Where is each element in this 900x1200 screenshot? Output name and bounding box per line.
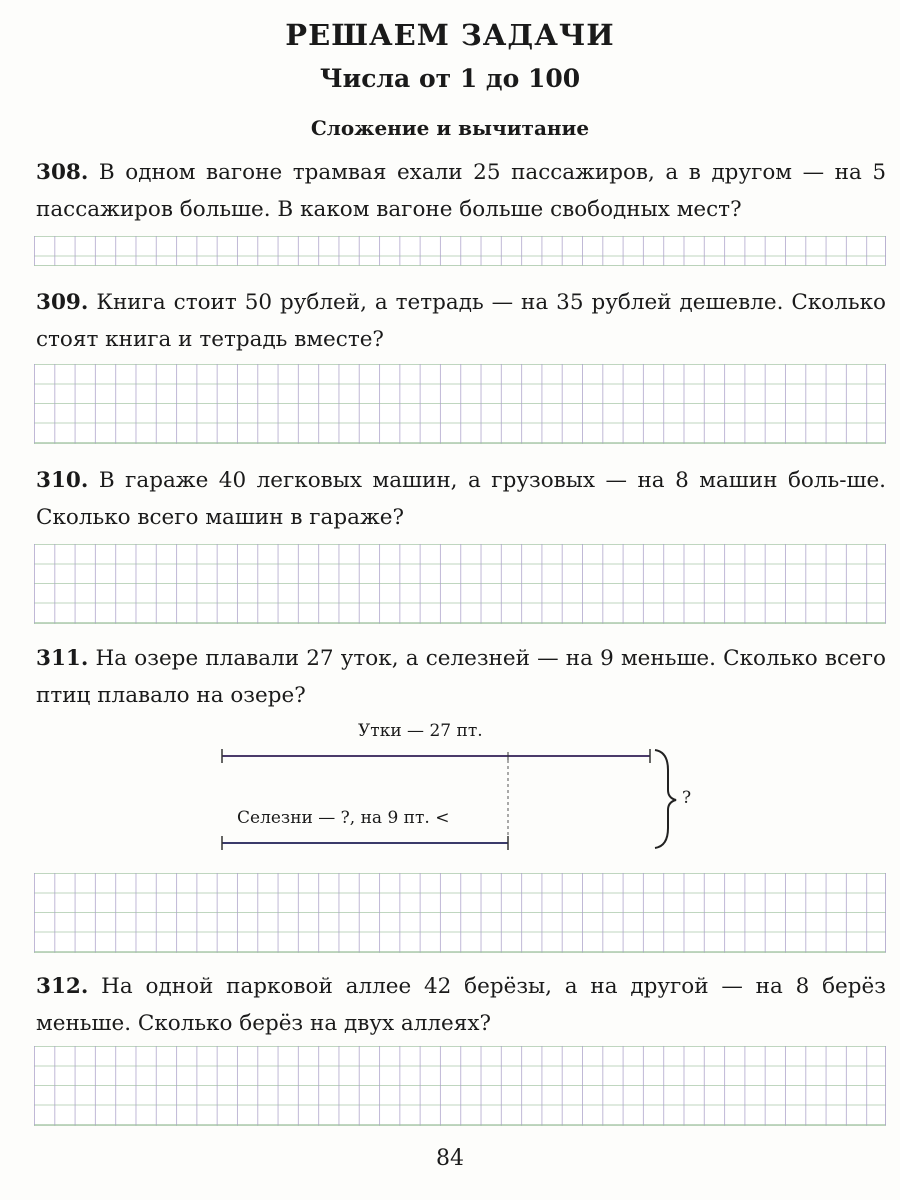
diagram-top-label: Утки — 27 пт. [358,721,483,741]
problem-text: В гараже 40 легковых машин, а грузовых — на 8 машин боль-ше. Сколько всего машин в гараже? [36,468,886,530]
problem-text: На озере плавали 27 уток, а селезней — на 9 меньше. Сколько всего птиц плавало на озере? [36,646,886,708]
problem-number: 312. [36,974,89,999]
diagram-question-mark: ? [682,788,692,808]
answer-grid-312[interactable] [34,1046,886,1126]
problem-number: 311. [36,646,89,671]
problem-312 [36,968,886,1042]
problem-number: 308. [36,160,89,185]
section-heading: Сложение и вычитание [310,116,590,140]
problem-text: На одной парковой аллее 42 берёзы, а на другой — на 8 берёз меньше. Сколько берёз на двух аллеях? [36,974,886,1036]
curly-brace [655,750,676,848]
problem-text: В одном вагоне трамвая ехали 25 пассажиров, а в другом — на 5 пассажиров больше. В каком вагоне больше свободных мест? [36,160,886,222]
answer-grid-311[interactable] [34,873,886,953]
page-subtitle: Числа от 1 до 100 [319,64,581,93]
problem-number: 310. [36,468,89,493]
page-title: РЕШАЕМ ЗАДАЧИ [285,18,615,52]
problem-number: 309. [36,290,89,315]
problem-text: Книга стоит 50 рублей, а тетрадь — на 35 рублей дешевле. Сколько стоят книга и тетрадь вместе? [36,290,886,352]
page-number: 84 [436,1146,464,1171]
diagram-bottom-label: Селезни — ?, на 9 пт. < [237,808,450,828]
